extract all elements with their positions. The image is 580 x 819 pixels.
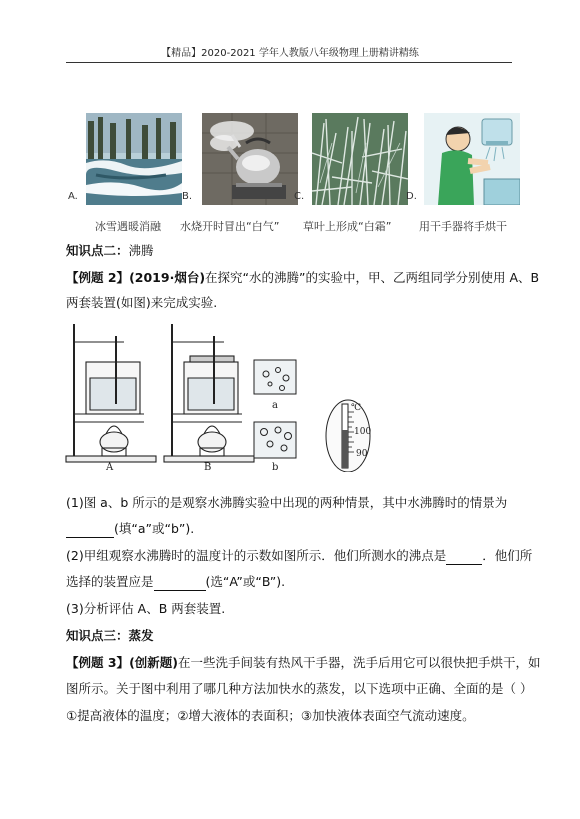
photo-strip xyxy=(68,113,512,211)
photo-letter-b: B. xyxy=(182,191,193,202)
example-2-source: (2019·烟台) xyxy=(129,270,206,285)
example-3-line-2: 图所示。关于图中利用了哪几种方法加快水的蒸发，以下选项中正确、全面的是（ ） xyxy=(66,681,533,696)
photo-hand-dryer xyxy=(424,113,520,205)
apparatus-b xyxy=(164,324,254,462)
question-2-text-1: (2)甲组观察水沸腾时的温度计的示数如图所示．他们所测水的沸点是 xyxy=(66,548,447,563)
page-header: 【精品】2020-2021 学年人教版八年级物理上册精讲精练 xyxy=(161,48,419,59)
example-2-line-2: 两套装置(如图)来完成实验. xyxy=(66,295,218,310)
photo-captions xyxy=(0,218,580,234)
thermo-unit: ℃ xyxy=(351,403,362,413)
boiling-apparatus-figure xyxy=(64,322,384,472)
photo-letter-c: C. xyxy=(294,191,305,202)
example-3-line-3: ①提高液体的温度；②增大液体的表面积；③加快液体表面空气流动速度。 xyxy=(66,708,475,723)
thermo-90: 90 xyxy=(356,449,368,459)
question-2-line-2 xyxy=(66,574,285,591)
beaker-label-a: a xyxy=(272,400,278,411)
question-1-line-2 xyxy=(66,521,194,538)
example-3-tag: 【例题 3】 xyxy=(66,655,130,670)
caption-b: 水烧开时冒出“白气” xyxy=(180,220,280,233)
photo-letter-d: D. xyxy=(406,191,417,202)
photo-kettle-steam xyxy=(202,113,298,205)
thermo-100: 100 xyxy=(354,427,372,437)
answer-blank-2[interactable] xyxy=(446,548,482,565)
example-3-line-1 xyxy=(66,655,541,671)
question-2-text-4: (选“A”或“B”). xyxy=(205,574,286,589)
section-2-heading xyxy=(66,243,154,259)
photo-letter-a: A. xyxy=(68,191,78,202)
question-2-text-2: ．他们所 xyxy=(482,548,533,563)
question-1-line-1: (1)图 a、b 所示的是观察水沸腾实验中出现的两种情景，其中水沸腾时的情景为 xyxy=(66,495,508,510)
answer-blank-1[interactable] xyxy=(66,521,114,538)
apparatus-a xyxy=(66,324,156,462)
caption-c: 草叶上形成“白霜” xyxy=(303,220,392,233)
caption-a: 冰雪遇暖消融 xyxy=(95,220,161,233)
label-a: A xyxy=(106,462,114,472)
section-2-topic: 沸腾 xyxy=(128,243,154,258)
section-3-topic: 蒸发 xyxy=(128,628,154,643)
beaker-b xyxy=(254,422,296,458)
example-3-source: (创新题) xyxy=(129,655,178,670)
answer-blank-3[interactable] xyxy=(154,574,206,591)
photo-frost-grass xyxy=(312,113,408,205)
question-1-tail: (填“a”或“b”). xyxy=(114,521,195,536)
question-3: (3)分析评估 A、B 两套装置. xyxy=(66,601,226,616)
beaker-a xyxy=(254,360,296,394)
header-divider xyxy=(66,62,512,63)
label-b: B xyxy=(204,462,212,472)
caption-d: 用干手器将手烘干 xyxy=(419,220,507,233)
photo-ice-melting xyxy=(86,113,182,205)
example-2-tag: 【例题 2】 xyxy=(66,270,130,285)
section-3-label: 知识点三： xyxy=(66,628,129,643)
question-2-text-3: 选择的装置应是 xyxy=(66,574,154,589)
example-3-text-1: 在一些洗手间装有热风干手器，洗手后用它可以很快把手烘干，如 xyxy=(178,655,541,670)
example-2-text-1: 在探究“水的沸腾”的实验中，甲、乙两组同学分别使用 A、B xyxy=(205,270,540,285)
question-2-line-1 xyxy=(66,548,532,565)
section-3-heading xyxy=(66,628,154,644)
example-2-line-1 xyxy=(66,270,539,286)
beaker-label-b: b xyxy=(272,462,279,472)
section-2-label: 知识点二： xyxy=(66,243,129,258)
